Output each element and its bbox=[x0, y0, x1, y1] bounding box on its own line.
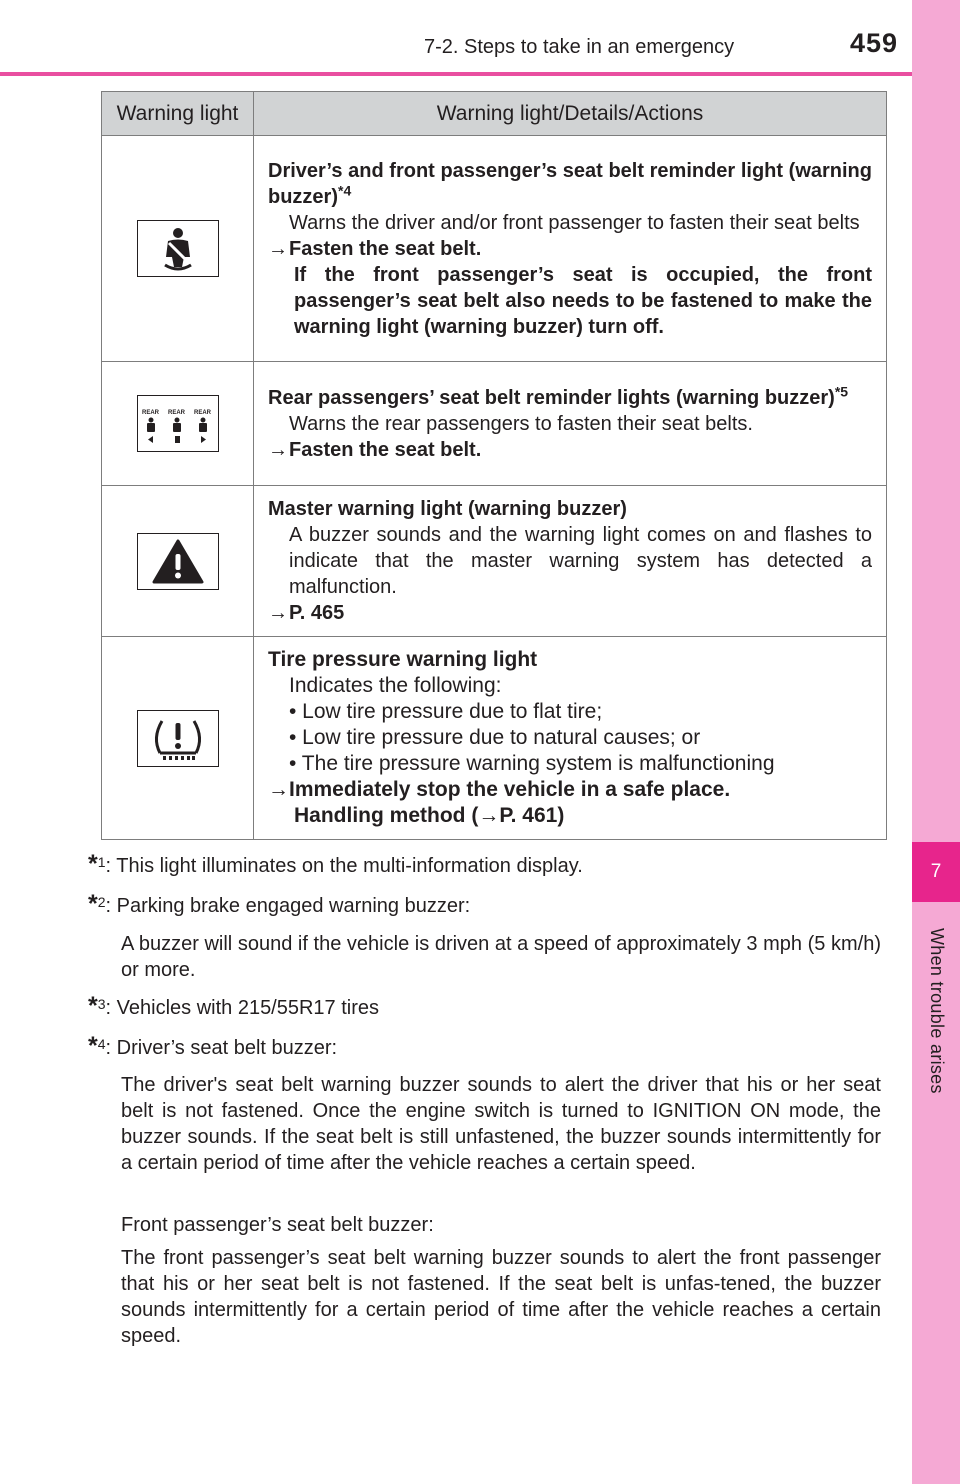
row-title: Master warning light (warning buzzer) bbox=[268, 498, 627, 520]
row-action: →Immediately stop the vehicle in a safe place. bbox=[268, 778, 731, 801]
row-details: Indicates the following: bbox=[289, 674, 502, 697]
row-action: →P. 465 bbox=[268, 602, 345, 624]
chapter-number-tab[interactable]: 7 bbox=[912, 842, 960, 902]
row-title: Driver’s and front passenger’s seat belt reminder light (warning buzzer)$^{*4}$ bbox=[268, 159, 872, 208]
table-header-row bbox=[102, 92, 887, 136]
rear-label: REAR bbox=[141, 410, 159, 416]
master-warning-icon bbox=[137, 533, 219, 590]
row-action: →Fasten the seat belt. bbox=[268, 438, 482, 461]
row-action-continuation: Handling method (→P. 461) bbox=[294, 804, 565, 827]
seat-belt-reminder-icon bbox=[137, 220, 219, 277]
footnote-4-subheading: Front passenger’s seat belt buzzer: bbox=[121, 1214, 434, 1236]
footnote-2: *$^2$: Parking brake engaged warning buzzer: bbox=[88, 890, 471, 918]
header-rule bbox=[0, 72, 912, 76]
footnote-4-paragraph: The front passenger’s seat belt warning buzzer sounds to alert the front passenger that his or her seat belt is not fastened. If the seat belt is unfas-tened, the buzzer sounds intermittently for a certain period of time after the vehicle reaches a certain speed. bbox=[121, 1247, 881, 1347]
table-row bbox=[102, 486, 887, 637]
page-reference-link[interactable]: P. 465 bbox=[289, 602, 345, 624]
details-cell bbox=[254, 486, 887, 637]
icon-cell bbox=[102, 486, 254, 637]
rear-label: REAR bbox=[167, 410, 185, 416]
row-details: Warns the rear passengers to fasten their seat belts. bbox=[289, 412, 753, 435]
row-action: →Fasten the seat belt. bbox=[268, 237, 482, 260]
rear-seat-belt-reminder-icon bbox=[137, 395, 219, 452]
row-title: Tire pressure warning light bbox=[268, 648, 538, 671]
details-cell bbox=[254, 362, 887, 486]
icon-cell bbox=[102, 362, 254, 486]
col-header-warning-light: Warning light bbox=[102, 92, 254, 136]
row-details: Warns the driver and/or front passenger to fasten their seat belts bbox=[289, 211, 860, 234]
row-action-continuation: If the front passenger’s seat is occupied, the front passenger’s seat belt also needs to be fastened to make the warning light (warning buzzer) turn off. bbox=[294, 263, 872, 338]
section-title: 7-2. Steps to take in an emergency bbox=[424, 36, 735, 58]
side-tab bbox=[912, 0, 960, 1484]
row-title: Rear passengers’ seat belt reminder lights (warning buzzer)$^{*5}$ bbox=[268, 382, 849, 409]
footnote-4-paragraph: The driver's seat belt warning buzzer sounds to alert the driver that his or her seat belt is not fastened. Once the engine switch is turned to IGNITION ON mode, the buzzer sounds. If the seat belt is still unfastened, the buzzer sounds intermittently for a certain period of time after the vehicle reaches a certain speed. bbox=[121, 1074, 881, 1174]
icon-cell bbox=[102, 136, 254, 362]
page-reference-link[interactable]: P. 461) bbox=[499, 804, 565, 827]
details-cell bbox=[254, 136, 887, 362]
col-header-details: Warning light/Details/Actions bbox=[254, 92, 887, 136]
footnote-1: *$^1$: This light illuminates on the multi-information display. bbox=[88, 850, 583, 878]
list-item: • Low tire pressure due to natural causes; or bbox=[289, 726, 701, 749]
rear-label: REAR bbox=[193, 410, 211, 416]
warning-light-table bbox=[101, 91, 887, 840]
details-cell bbox=[254, 637, 887, 840]
list-item: • Low tire pressure due to flat tire; bbox=[289, 700, 603, 723]
row-details: A buzzer sounds and the warning light comes on and flashes to indicate that the master warning system has detected a malfunction. bbox=[289, 524, 872, 598]
footnote-2-paragraph: A buzzer will sound if the vehicle is driven at a speed of approximately 3 mph (5 km/h) or more. bbox=[121, 933, 881, 981]
chapter-title-tab: When trouble arises bbox=[927, 928, 947, 1094]
page-number: 459 bbox=[850, 28, 899, 58]
tire-pressure-warning-icon bbox=[137, 710, 219, 767]
footnote-3: *$^3$: Vehicles with 215/55R17 tires bbox=[88, 992, 380, 1020]
table-row bbox=[102, 136, 887, 362]
table-row bbox=[102, 637, 887, 840]
footnote-4: *$^4$: Driver’s seat belt buzzer: bbox=[88, 1032, 338, 1060]
list-item: • The tire pressure warning system is malfunctioning bbox=[289, 752, 775, 775]
icon-cell bbox=[102, 637, 254, 840]
table-row bbox=[102, 362, 887, 486]
